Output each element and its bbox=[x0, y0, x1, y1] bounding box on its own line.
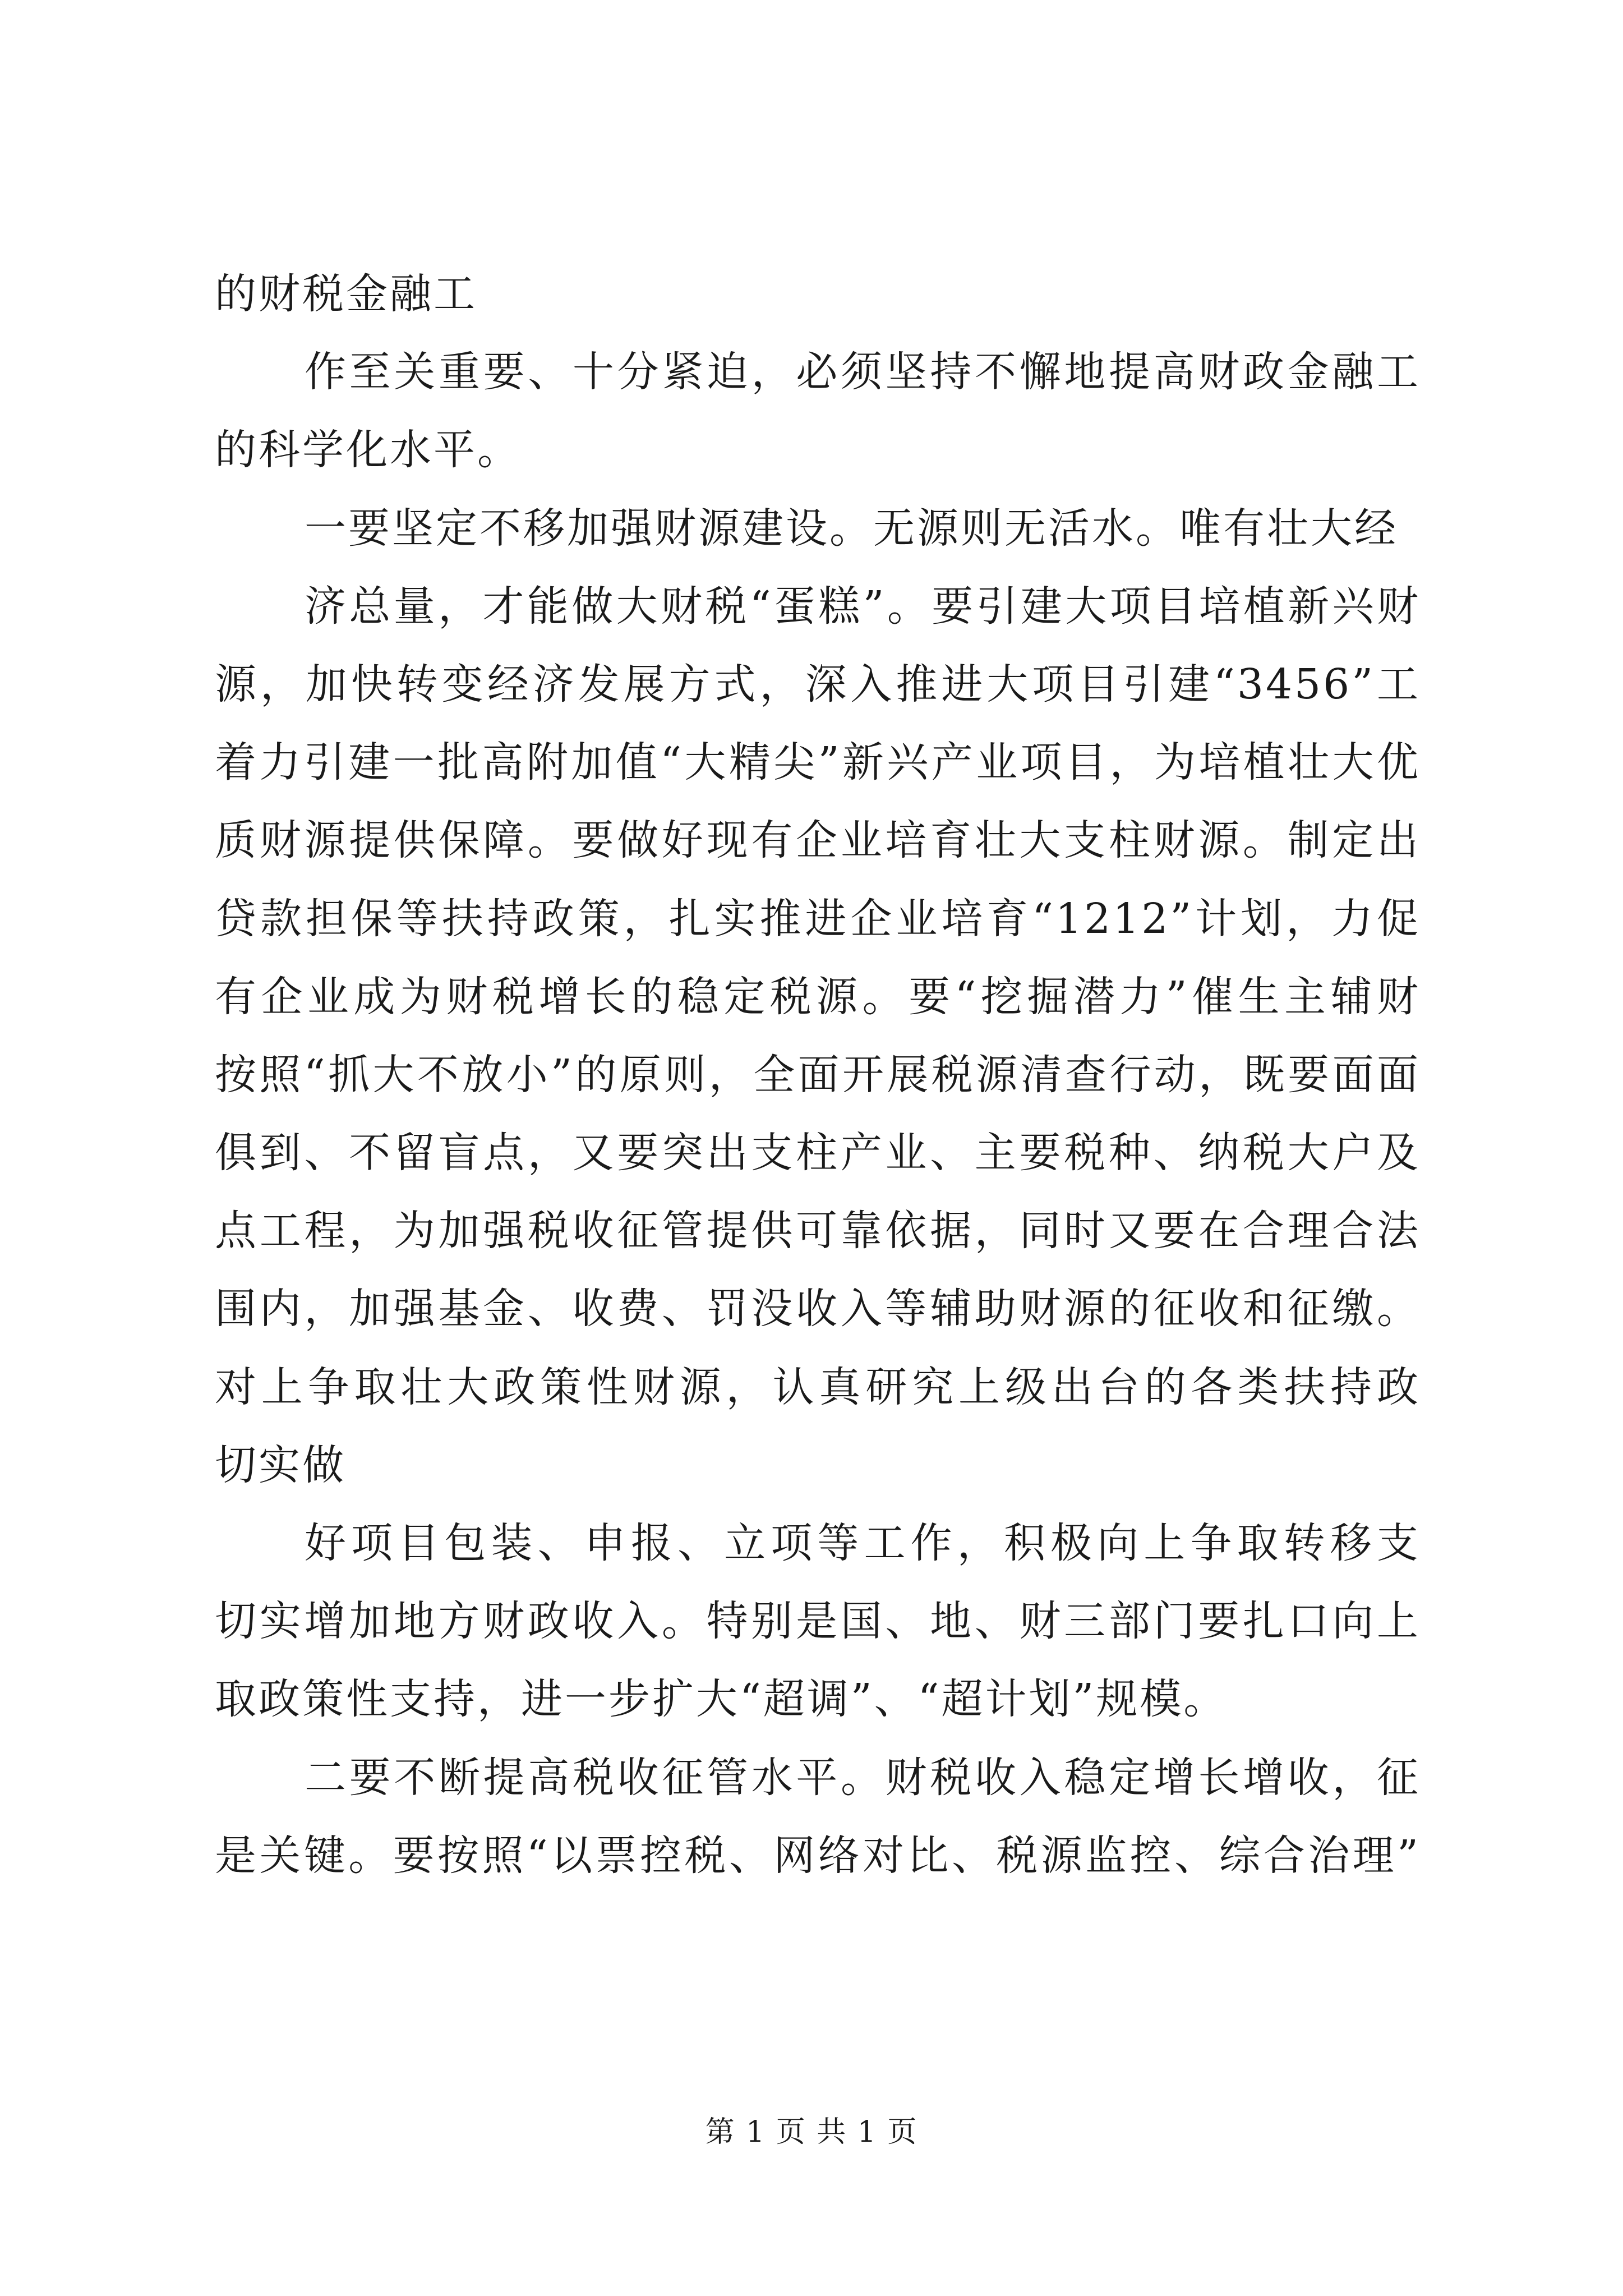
page-number: 第 1 页 共 1 页 bbox=[705, 2115, 918, 2149]
document-body bbox=[215, 255, 1421, 1895]
text-line: 按照“抓大不放小”的原则，全面开展税源清查行动，既要面面 bbox=[215, 1050, 1421, 1099]
text-line: 济总量，才能做大财税“蛋糕”。要引建大项目培植新兴财 bbox=[305, 582, 1421, 631]
text-line: 作至关重要、十分紧迫，必须坚持不懈地提高财政金融工 bbox=[305, 348, 1421, 397]
text-line: 着力引建一批高附加值“大精尖”新兴产业项目，为培植壮大优 bbox=[215, 738, 1421, 787]
text-line: 切实增加地方财政收入。特别是国、地、财三部门要扎口向上 bbox=[215, 1597, 1421, 1646]
text-line: 切实做 bbox=[215, 1441, 346, 1489]
text-line: 贷款担保等扶持政策，扎实推进企业培育“1212”计划，力促 bbox=[215, 894, 1421, 943]
text-line: 二要不断提高税收征管水平。财税收入稳定增长增收，征 bbox=[305, 1753, 1421, 1802]
text-line: 俱到、不留盲点，又要突出支柱产业、主要税种、纳税大户及 bbox=[215, 1129, 1421, 1177]
text-line: 有企业成为财税增长的稳定税源。要“挖掘潜力”催生主辅财 bbox=[215, 972, 1421, 1021]
text-line: 的财税金融工 bbox=[215, 270, 477, 318]
text-line: 的科学化水平。 bbox=[215, 426, 521, 475]
text-line: 对上争取壮大政策性财源，认真研究上级出台的各类扶持政 bbox=[215, 1363, 1421, 1411]
text-line: 源，加快转变经济发展方式，深入推进大项目引建“3456”工 bbox=[215, 660, 1421, 708]
text-line: 取政策性支持，进一步扩大“超调”、“超计划”规模。 bbox=[215, 1675, 1228, 1724]
text-line: 质财源提供保障。要做好现有企业培育壮大支柱财源。制定出 bbox=[215, 816, 1421, 865]
text-line: 一要坚定不移加强财源建设。无源则无活水。唯有壮大经 bbox=[305, 504, 1398, 553]
text-line: 围内，加强基金、收费、罚没收入等辅助财源的征收和征缴。 bbox=[215, 1285, 1421, 1333]
text-line: 点工程，为加强税收征管提供可靠依据，同时又要在合理合法 bbox=[215, 1207, 1421, 1255]
text-line: 好项目包装、申报、立项等工作，积极向上争取转移支 bbox=[305, 1519, 1421, 1567]
text-line: 是关键。要按照“以票控税、网络对比、税源监控、综合治理” bbox=[215, 1831, 1421, 1880]
